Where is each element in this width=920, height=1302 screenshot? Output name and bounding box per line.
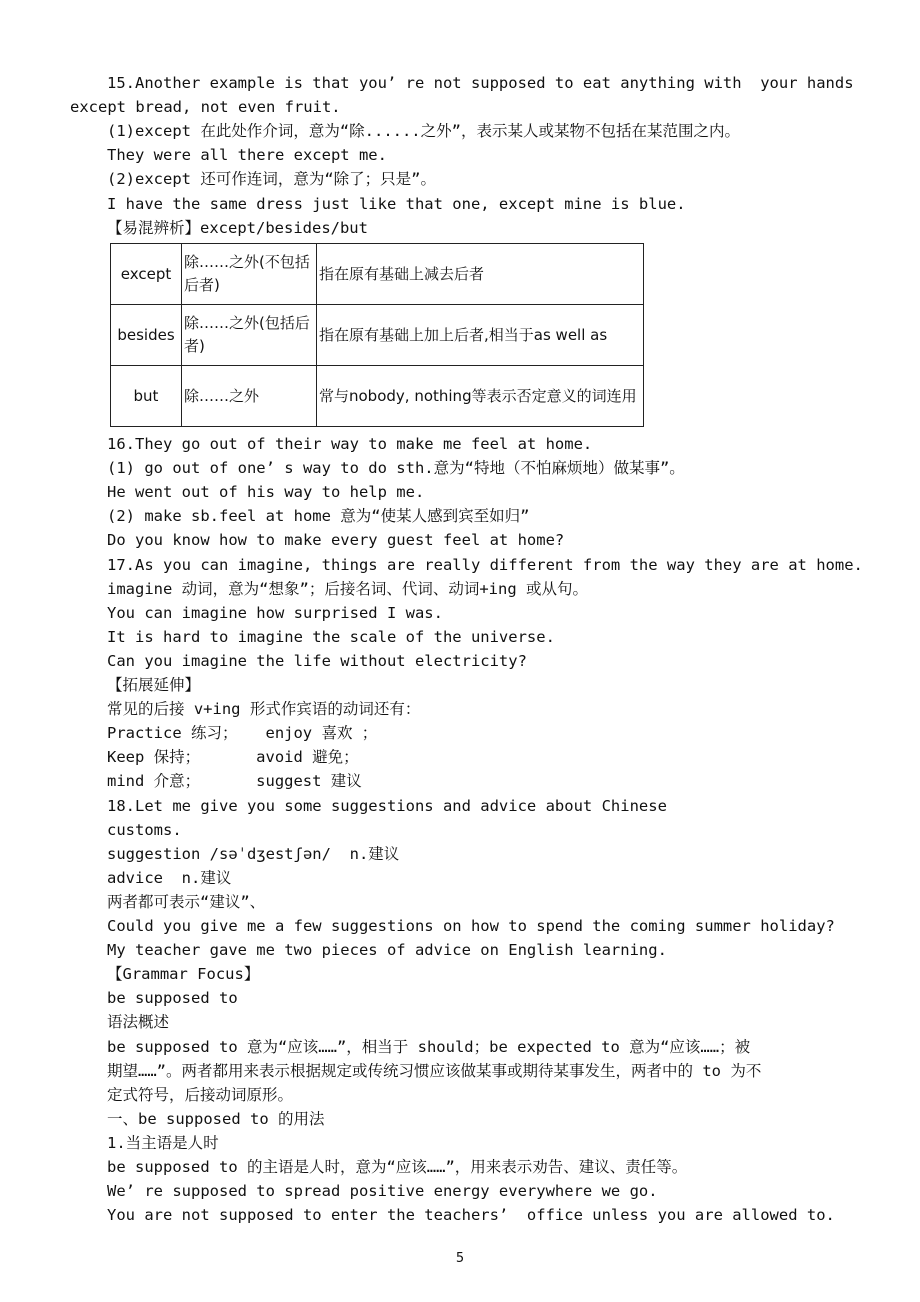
table-meaning-cell: 除……之外(不包括后者) (182, 244, 317, 305)
text-line: (1)except 在此处作介词，意为“除......之外”，表示某人或某物不包括在某范围之内。 (107, 122, 740, 141)
text-line: 常见的后接 v+ing 形式作宾语的动词还有： (107, 700, 421, 719)
table-row (111, 244, 644, 305)
text-line: Could you give me a few suggestions on how to spend the coming summer holiday? (107, 917, 835, 935)
text-line: He went out of his way to help me. (107, 483, 425, 502)
table-row (111, 366, 644, 427)
text-line: 【易混辨析】except/besides/but (107, 218, 368, 237)
text-line: We’ re supposed to spread positive energy everywhere we go. (107, 1182, 658, 1201)
table-word-cell: except (111, 244, 182, 305)
text-line: 18.Let me give you some suggestions and advice about Chinese (107, 796, 667, 815)
page-number: 5 (455, 1251, 465, 1266)
text-line: (1) go out of one’ s way to do sth.意为“特地（不怕麻烦地）做某事”。 (107, 459, 685, 478)
text-line: (2)except 还可作连词，意为“除了；只是”。 (107, 170, 436, 189)
text-line: 一、be supposed to 的用法 (107, 1109, 325, 1128)
text-line: imagine 动词，意为“想象”；后接名词、代词、动词+ing 或从句。 (107, 579, 588, 598)
table-note-cell: 常与nobody, nothing等表示否定意义的词连用 (317, 366, 644, 427)
text-line: suggestion /səˈdʒestʃən/ n.建议 (107, 844, 400, 863)
comparison-table (110, 243, 644, 427)
text-line: 两者都可表示“建议”、 (107, 892, 266, 911)
text-line: be supposed to 意为“应该……”，相当于 should；be expected to 意为“应该……；被 (107, 1037, 751, 1056)
table-meaning-cell: 除……之外(包括后者) (182, 305, 317, 366)
text-line: Practice 练习； enjoy 喜欢 ； (107, 724, 378, 743)
text-line: 定式符号，后接动词原形。 (107, 1085, 294, 1104)
text-line: It is hard to imagine the scale of the universe. (107, 627, 555, 646)
text-line: 1.当主语是人时 (107, 1133, 219, 1152)
text-line: advice n.建议 (107, 868, 232, 887)
table-note-cell: 指在原有基础上减去后者 (317, 244, 644, 305)
text-line: I have the same dress just like that one, except mine is blue. (107, 194, 686, 213)
text-line: You can imagine how surprised I was. (107, 603, 443, 622)
text-line: 17.As you can imagine, things are really different from the way they are at home. (107, 555, 863, 574)
text-line: customs. (107, 820, 182, 839)
text-line: except bread, not even fruit. (70, 98, 341, 117)
text-line: My teacher gave me two pieces of advice on English learning. (107, 941, 667, 960)
text-line: be supposed to (107, 989, 238, 1008)
text-line: Keep 保持； avoid 避免； (107, 748, 359, 767)
text-line: mind 介意； suggest 建议 (107, 772, 362, 791)
text-line: 16.They go out of their way to make me feel at home. (107, 435, 593, 453)
text-line: Can you imagine the life without electricity? (107, 651, 527, 670)
table-row (111, 305, 644, 366)
text-line: 【Grammar Focus】 (107, 965, 260, 984)
table-note-cell: 指在原有基础上加上后者,相当于as well as (317, 305, 644, 366)
text-line: 【拓展延伸】 (107, 676, 201, 694)
table-word-cell: but (111, 366, 182, 427)
text-line: be supposed to 的主语是人时，意为“应该……”，用来表示劝告、建议、责任等。 (107, 1158, 688, 1176)
text-line: Do you know how to make every guest feel at home? (107, 531, 565, 550)
text-line: You are not supposed to enter the teachers’ office unless you are allowed to. (107, 1206, 835, 1225)
table-meaning-cell: 除……之外 (182, 366, 317, 427)
text-line: They were all there except me. (107, 146, 387, 165)
text-line: (2) make sb.feel at home 意为“使某人感到宾至如归” (107, 507, 530, 526)
text-line: 期望……”。两者都用来表示根据规定或传统习惯应该做某事或期待某事发生，两者中的 to 为不 (107, 1061, 762, 1080)
text-line: 15.Another example is that you’ re not supposed to eat anything with your hands (107, 74, 854, 92)
text-line: 语法概述 (107, 1013, 170, 1032)
table-word-cell: besides (111, 305, 182, 366)
